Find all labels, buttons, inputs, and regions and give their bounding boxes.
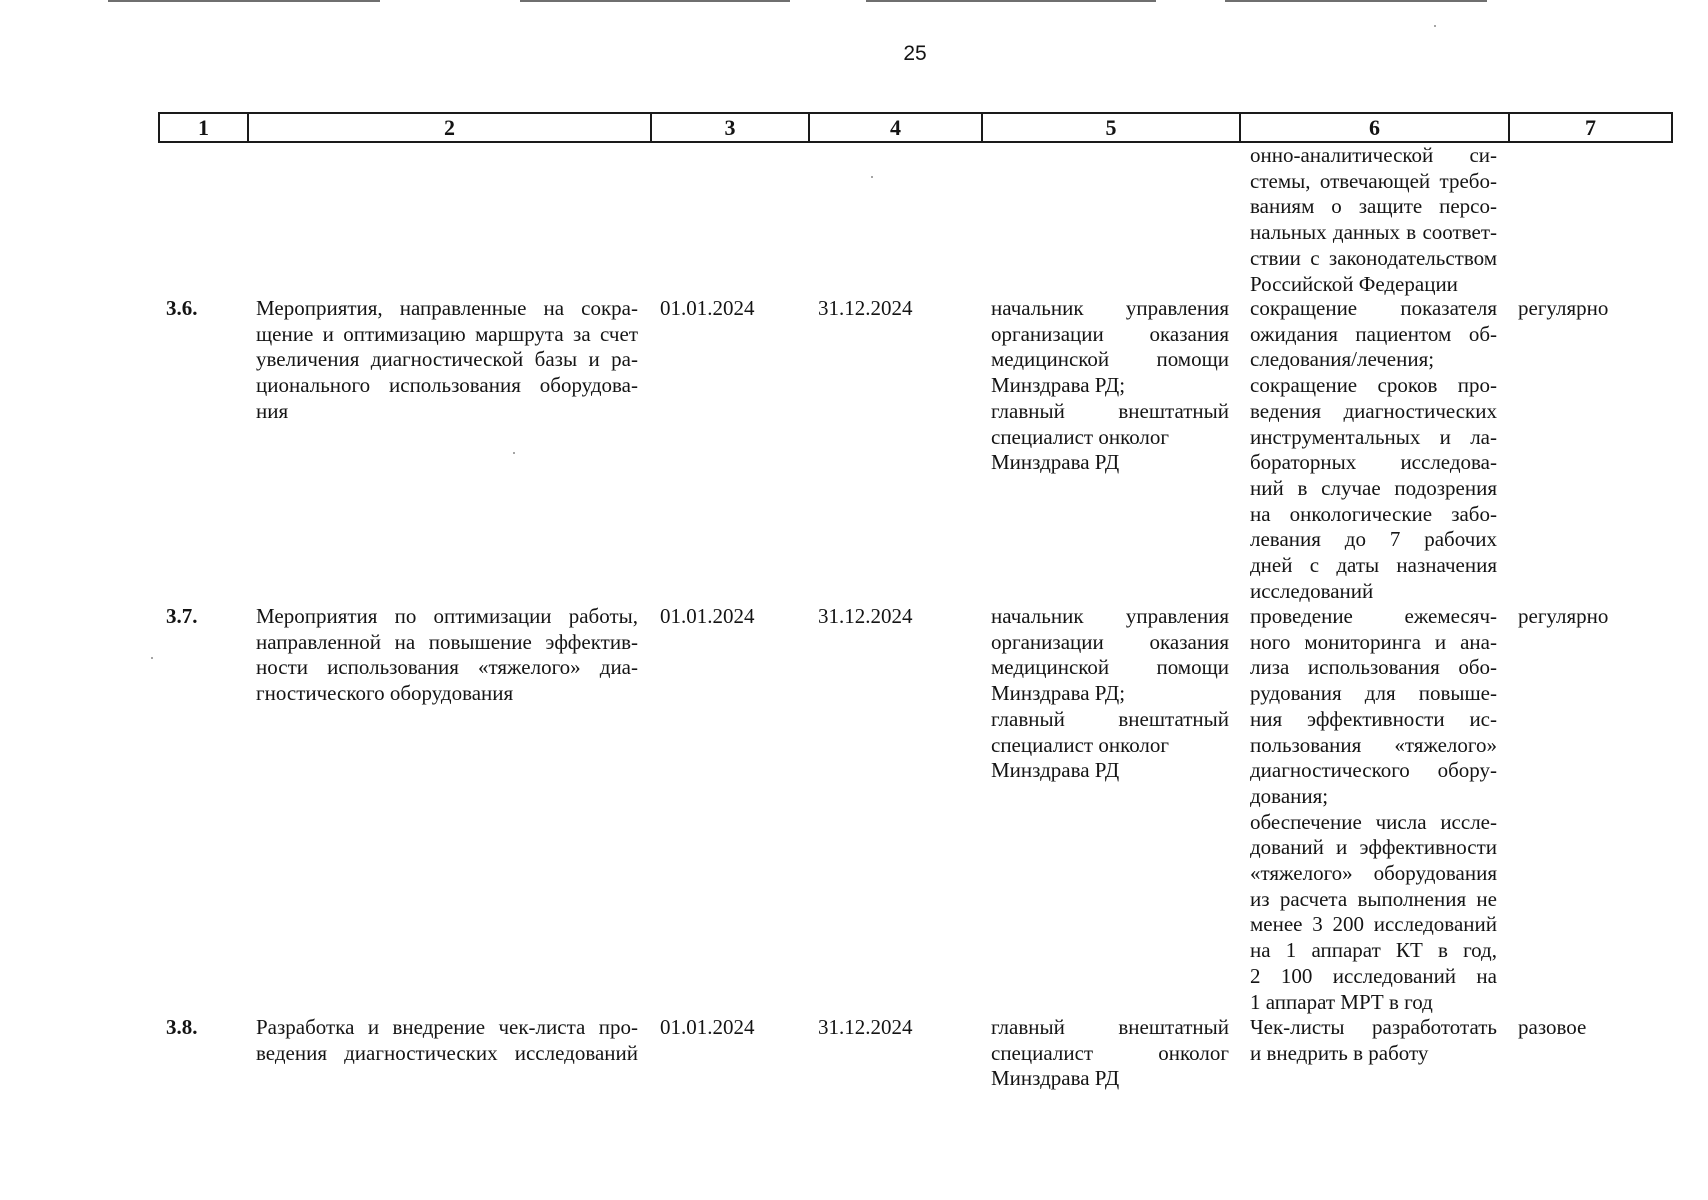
text-line: главный внештатный [991,398,1229,423]
expected-result [1250,1015,1497,1066]
frequency: регулярно [1518,604,1609,628]
scan-speck [513,452,515,454]
start-date: 01.01.2024 [660,1015,755,1039]
text-line: начальник управления [991,296,1229,320]
column-header-row [158,112,1673,143]
text-line: ведения диагностических исследований [256,1040,638,1065]
scan-speck [151,657,153,659]
text-line: Минздрава РД; [991,681,1126,706]
text-line: начальник управления [991,604,1229,628]
column-header: 5 [982,113,1240,142]
end-date: 31.12.2024 [818,604,913,628]
text-line: следования/лечения; [1250,347,1435,372]
text-line: инструментальных и ла- [1250,424,1497,449]
text-line: на онкологические забо- [1250,501,1497,526]
text-line: ния эффективности ис- [1250,706,1497,731]
expected-result [1250,604,1497,1015]
text-line: специалист онколог [991,424,1170,449]
text-line: ствии с законодательством [1250,245,1497,270]
text-line: проведение ежемесяч- [1250,604,1497,628]
text-line: лиза использования обо- [1250,655,1497,680]
text-line: Разработка и внедрение чек-листа про- [256,1015,638,1039]
text-line: Минздрава РД [991,758,1120,783]
text-line: менее 3 200 исследований [1250,912,1497,937]
text-line: щение и оптимизацию маршрута за счет [256,321,638,346]
scan-edge-line [520,0,790,2]
measure-description [256,296,638,425]
text-line: 2 100 исследований на [1250,963,1497,988]
row-number: 3.6. [166,296,198,320]
text-line: гностического оборудования [256,681,514,706]
text-line: диагностического обору- [1250,758,1497,783]
text-line: дования; [1250,783,1329,808]
start-date: 01.01.2024 [660,296,755,320]
text-line: на 1 аппарат КТ в год, [1250,938,1497,963]
end-date: 31.12.2024 [818,1015,913,1039]
scan-edge-line [108,0,380,2]
text-line: дней с даты назначения [1250,553,1497,578]
text-line: ваниям о защите персо- [1250,194,1497,219]
text-line: ний в случае подозрения [1250,475,1497,500]
text-line: левания до 7 рабочих [1250,527,1497,552]
scan-edge-line [1225,0,1487,2]
text-line: сокращение сроков про- [1250,373,1497,398]
text-line: главный внештатный [991,706,1229,731]
measure-description [256,1015,638,1066]
text-line: специалист онколог [991,1040,1229,1065]
scan-edge-line [866,0,1156,2]
text-line: исследований [1250,578,1374,603]
text-line: организации оказания [991,321,1229,346]
text-line: Минздрава РД; [991,373,1126,398]
text-line: ности использования «тяжелого» диа- [256,655,638,680]
start-date: 01.01.2024 [660,604,755,628]
text-line: медицинской помощи [991,655,1229,680]
text-line: 1 аппарат МРТ в год [1250,989,1433,1014]
column-header: 3 [651,113,809,142]
scan-speck [871,176,873,178]
text-line: Мероприятия, направленные на сокра- [256,296,638,320]
text-line: главный внештатный [991,1015,1229,1039]
responsible [991,1015,1229,1092]
text-line: бораторных исследова- [1250,450,1497,475]
text-line: ного мониторинга и ана- [1250,629,1497,654]
text-line: Российской Федерации [1250,271,1458,296]
frequency: регулярно [1518,296,1609,320]
responsible [991,604,1229,784]
column-header: 4 [809,113,982,142]
continuation-col6 [1250,143,1497,297]
expected-result [1250,296,1497,604]
text-line: специалист онколог [991,732,1170,757]
end-date: 31.12.2024 [818,296,913,320]
text-line: из расчета выполнения не [1250,886,1497,911]
text-line: ния [256,398,289,423]
page-number: 25 [903,42,927,65]
text-line: стемы, отвечающей требо- [1250,168,1497,193]
responsible [991,296,1229,476]
text-line: Чек-листы разработотать [1250,1015,1497,1039]
text-line: Минздрава РД [991,1066,1120,1091]
text-line: и внедрить в работу [1250,1040,1429,1065]
column-header: 6 [1240,113,1509,142]
text-line: Мероприятия по оптимизации работы, [256,604,638,628]
text-line: обеспечение числа иссле- [1250,809,1497,834]
text-line: увеличения диагностической базы и ра- [256,347,638,372]
measure-description [256,604,638,707]
row-number: 3.7. [166,604,198,628]
text-line: ожидания пациентом об- [1250,321,1497,346]
text-line: рудования для повыше- [1250,681,1497,706]
text-line: Минздрава РД [991,450,1120,475]
text-line: онно-аналитической си- [1250,143,1497,167]
text-line: направленной на повышение эффектив- [256,629,638,654]
text-line: дований и эффективности [1250,835,1497,860]
text-line: медицинской помощи [991,347,1229,372]
scan-speck [1434,25,1436,27]
text-line: пользования «тяжелого» [1250,732,1497,757]
text-line: нальных данных в соответ- [1250,220,1497,245]
frequency: разовое [1518,1015,1587,1039]
text-line: ведения диагностических [1250,398,1497,423]
column-header: 2 [248,113,651,142]
column-header: 7 [1509,113,1672,142]
text-line: организации оказания [991,629,1229,654]
column-header: 1 [159,113,248,142]
text-line: ционального использования оборудова- [256,373,638,398]
text-line: сокращение показателя [1250,296,1497,320]
row-number: 3.8. [166,1015,198,1039]
text-line: «тяжелого» оборудования [1250,861,1497,886]
